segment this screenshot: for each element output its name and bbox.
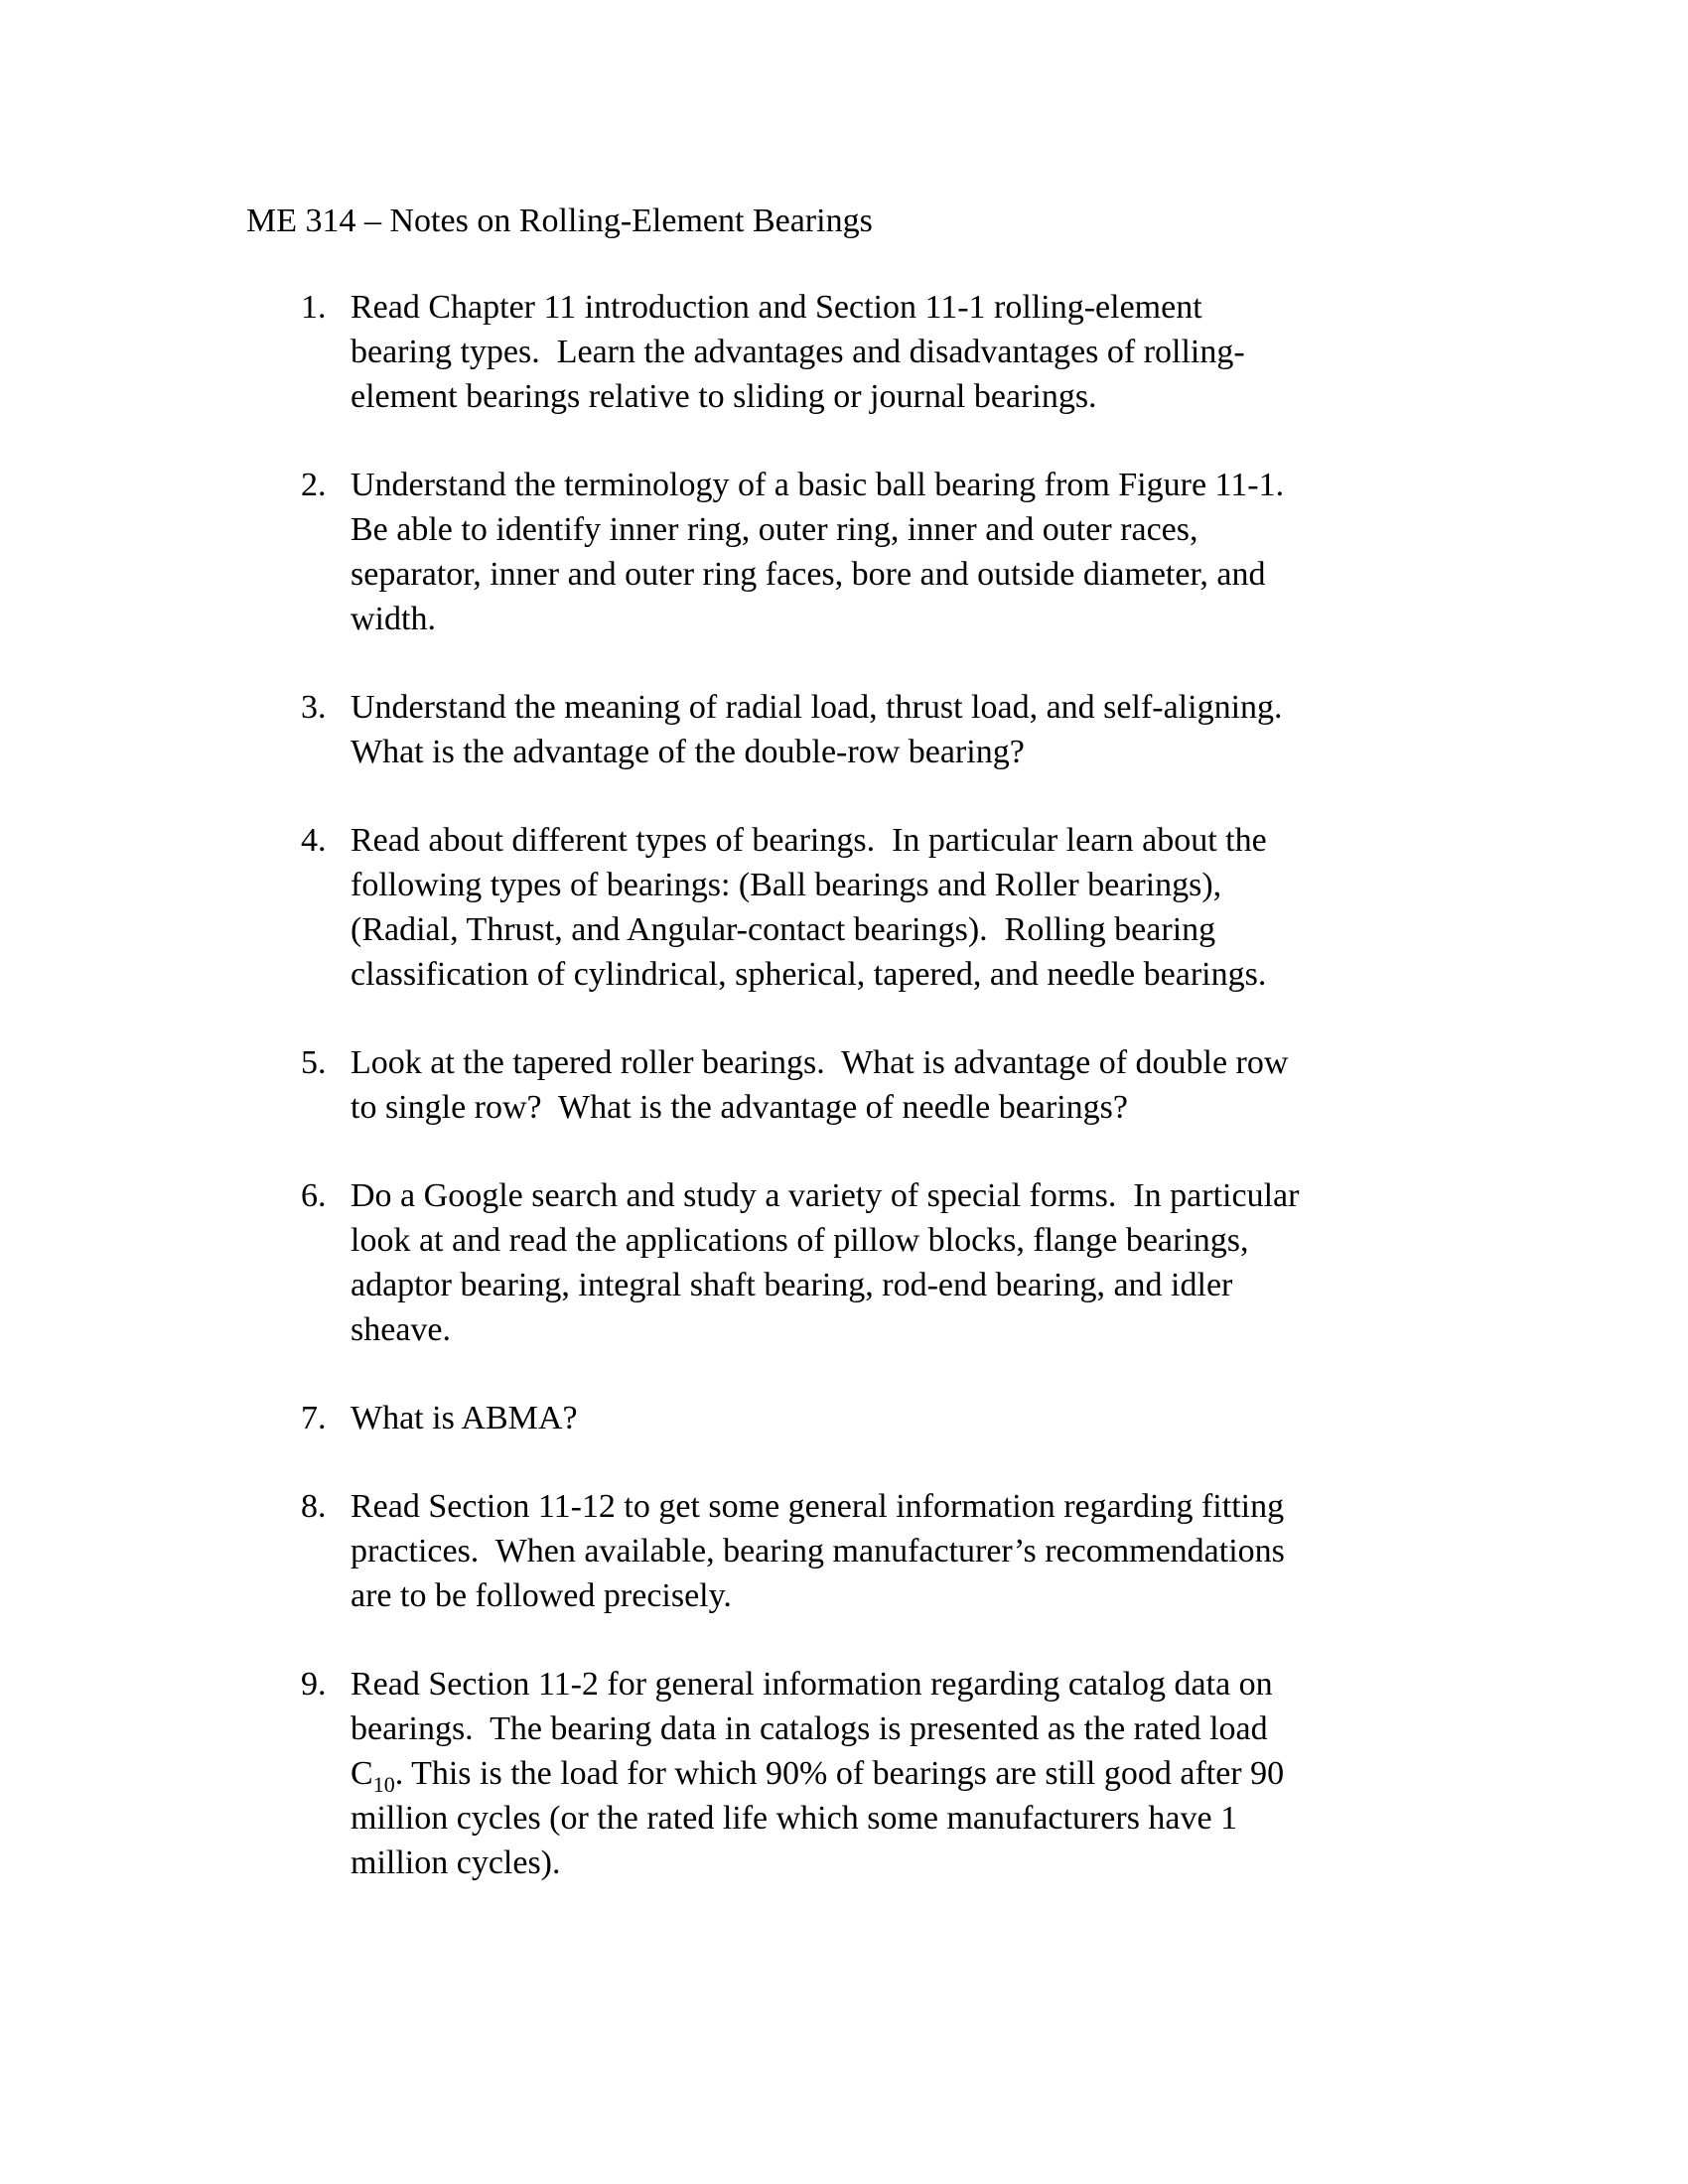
text-line: Look at the tapered roller bearings. What is advantage of double row [351, 1044, 1289, 1081]
text-segment: C [351, 1755, 373, 1792]
text-line: Do a Google search and study a variety of special forms. In particular [351, 1177, 1300, 1214]
list-item [301, 463, 1688, 641]
list-item-number: 3. [301, 689, 327, 726]
text-line: width. [351, 601, 436, 637]
text-line: to single row? What is the advantage of needle bearings? [351, 1089, 1128, 1126]
page-title: ME 314 – Notes on Rolling-Element Bearings [246, 203, 873, 239]
list-item [301, 285, 1688, 419]
text-line: look at and read the applications of pillow blocks, flange bearings, [351, 1222, 1249, 1259]
text-line: Read Section 11-2 for general information regarding catalog data on [351, 1666, 1273, 1703]
text-line [351, 1751, 1688, 1796]
text-line: What is the advantage of the double-row bearing? [351, 734, 1025, 770]
text-line: Read Section 11-12 to get some general information regarding fitting [351, 1488, 1285, 1525]
list-item-number: 1. [301, 289, 327, 326]
list-item-number: 2. [301, 467, 327, 503]
text-segment: . This is the load for which 90% of bearings are still good after 90 [394, 1755, 1285, 1792]
text-line: Understand the meaning of radial load, thrust load, and self-aligning. [351, 689, 1283, 726]
text-line: Understand the terminology of a basic ball bearing from Figure 11-1. [351, 467, 1285, 503]
text-line: adaptor bearing, integral shaft bearing, rod-end bearing, and idler [351, 1267, 1233, 1303]
text-line: What is ABMA? [351, 1400, 578, 1436]
list-item-number: 4. [301, 822, 327, 859]
text-line: Read about different types of bearings. In particular learn about the [351, 822, 1267, 859]
text-line: Read Chapter 11 introduction and Section 11-1 rolling-element [351, 289, 1202, 326]
list-item [301, 1173, 1688, 1352]
subscript-text: 10 [372, 1771, 395, 1797]
list-item [301, 685, 1688, 774]
text-line: bearing types. Learn the advantages and disadvantages of rolling- [351, 334, 1245, 370]
list-item-number: 9. [301, 1666, 327, 1703]
list-item-number: 6. [301, 1177, 327, 1214]
text-line: practices. When available, bearing manufacturer’s recommendations [351, 1533, 1285, 1570]
text-line: element bearings relative to sliding or journal bearings. [351, 378, 1097, 415]
text-line: sheave. [351, 1311, 452, 1348]
text-line: million cycles). [351, 1844, 561, 1881]
text-line: Be able to identify inner ring, outer ring, inner and outer races, [351, 511, 1198, 548]
list-item [301, 1040, 1688, 1130]
text-line: are to be followed precisely. [351, 1577, 732, 1614]
text-line: following types of bearings: (Ball bearings and Roller bearings), [351, 867, 1222, 903]
notes-list [301, 285, 1688, 1885]
list-item-number: 8. [301, 1488, 327, 1525]
list-item [301, 1662, 1688, 1885]
list-item-number: 7. [301, 1400, 327, 1436]
list-item [301, 1396, 1688, 1440]
list-item [301, 1484, 1688, 1618]
text-line: million cycles (or the rated life which some manufacturers have 1 [351, 1800, 1238, 1837]
text-line: bearings. The bearing data in catalogs is presented as the rated load [351, 1710, 1268, 1747]
text-line: (Radial, Thrust, and Angular-contact bearings). Rolling bearing [351, 911, 1216, 948]
list-item-number: 5. [301, 1044, 327, 1081]
text-line: classification of cylindrical, spherical, tapered, and needle bearings. [351, 956, 1267, 993]
list-item [301, 818, 1688, 997]
text-line: separator, inner and outer ring faces, bore and outside diameter, and [351, 556, 1266, 593]
